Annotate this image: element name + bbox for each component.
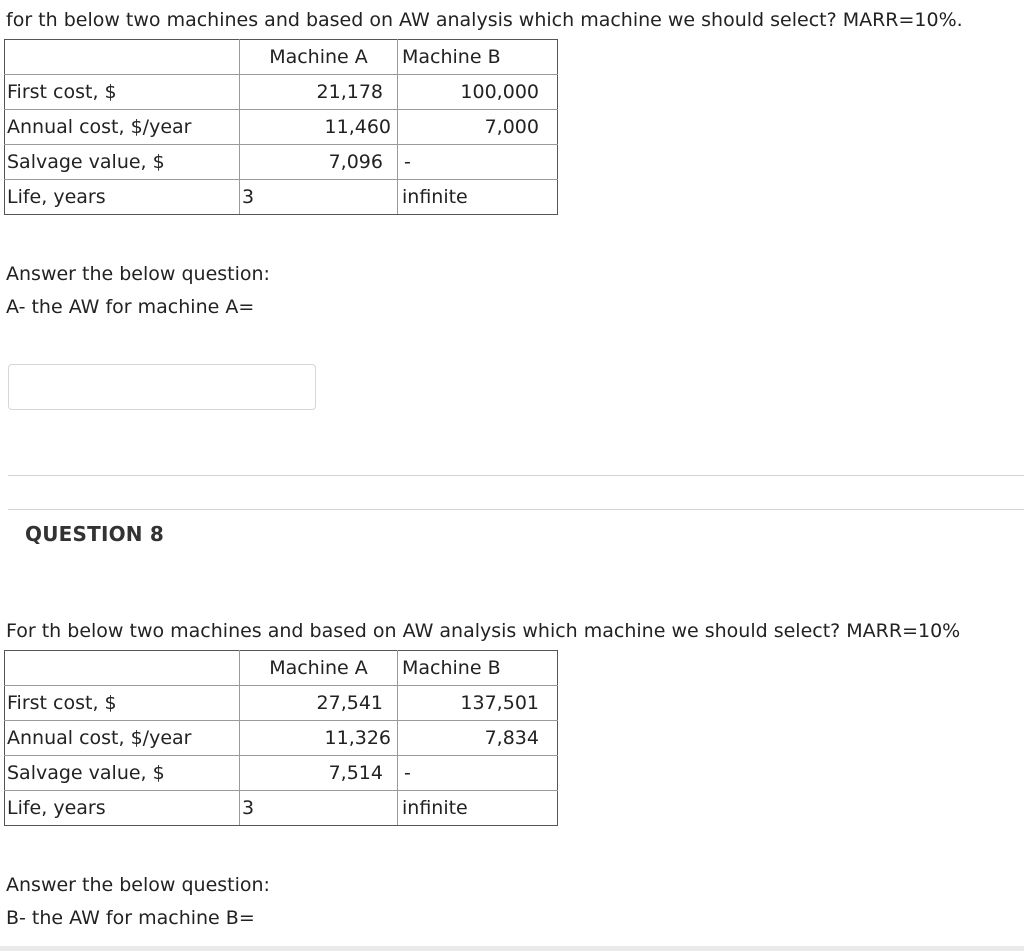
machine-b-value: 137,501 [398, 686, 558, 721]
question-8-table [4, 650, 558, 826]
question-8-prompt: For th below two machines and based on AW analysis which machine we should select? MARR=10% [6, 620, 961, 642]
machine-b-value: 100,000 [398, 75, 558, 110]
table-row [5, 180, 558, 215]
table-row [5, 791, 558, 826]
answer-input[interactable] [8, 364, 316, 410]
machine-b-value: 7,834 [398, 721, 558, 756]
question-7-table [4, 39, 558, 215]
table-row [5, 686, 558, 721]
row-label: Salvage value, $ [5, 756, 240, 791]
table-header-machine-a: Machine A [240, 40, 398, 75]
table-row [5, 721, 558, 756]
row-label: First cost, $ [5, 75, 240, 110]
answer-intro: Answer the below question: [6, 874, 270, 896]
machine-a-value: 11,326 [240, 721, 398, 756]
answer-part-a: A- the AW for machine A= [6, 296, 255, 318]
table-header-row [5, 651, 558, 686]
divider [8, 509, 1024, 510]
machine-b-value: - [398, 145, 558, 180]
machine-b-value: infinite [398, 791, 558, 826]
table-header-machine-b: Machine B [398, 40, 558, 75]
table-header-empty [5, 40, 240, 75]
question-8-header: QUESTION 8 [25, 522, 165, 546]
row-label: Life, years [5, 180, 240, 215]
table-row [5, 75, 558, 110]
row-label: Annual cost, $/year [5, 110, 240, 145]
row-label: Life, years [5, 791, 240, 826]
row-label: Annual cost, $/year [5, 721, 240, 756]
machine-a-value: 7,514 [240, 756, 398, 791]
machine-a-value: 3 [240, 791, 398, 826]
row-label: Salvage value, $ [5, 145, 240, 180]
machine-b-value: - [398, 756, 558, 791]
machine-a-value: 7,096 [240, 145, 398, 180]
machine-b-value: 7,000 [398, 110, 558, 145]
machine-a-value: 3 [240, 180, 398, 215]
table-row [5, 756, 558, 791]
answer-intro: Answer the below question: [6, 263, 270, 285]
table-row [5, 145, 558, 180]
question-7-prompt: for th below two machines and based on AW analysis which machine we should select? MARR=10%. [6, 9, 963, 31]
machine-b-value: infinite [398, 180, 558, 215]
table-header-machine-b: Machine B [398, 651, 558, 686]
row-label: First cost, $ [5, 686, 240, 721]
machine-a-value: 11,460 [240, 110, 398, 145]
table-header-machine-a: Machine A [240, 651, 398, 686]
machine-a-value: 27,541 [240, 686, 398, 721]
page-bottom-edge [0, 946, 1024, 951]
machine-a-value: 21,178 [240, 75, 398, 110]
table-row [5, 110, 558, 145]
table-header-empty [5, 651, 240, 686]
divider [8, 475, 1024, 476]
answer-part-b: B- the AW for machine B= [6, 907, 255, 929]
table-header-row [5, 40, 558, 75]
